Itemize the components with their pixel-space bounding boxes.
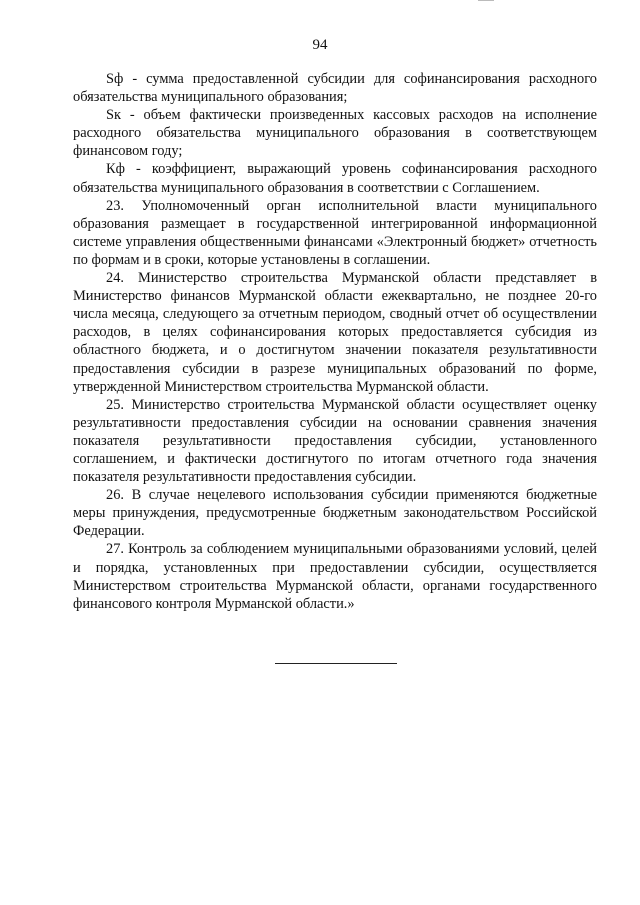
paragraph-s-f-definition: Sф - сумма предоставленной субсидии для софинансирования расходного обязательства муниципального образования; bbox=[73, 71, 597, 106]
document-body bbox=[73, 70, 597, 613]
end-separator-line bbox=[275, 663, 397, 664]
paragraph-clause-27: 27. Контроль за соблюдением муниципальными образованиями условий, целей и порядка, установленных при предоставлении субсидии, осуществляется Министерством строительства Мурманской области, органами государственного финансового контроля Мурманской области.» bbox=[73, 541, 597, 612]
scan-edge-mark bbox=[478, 0, 494, 1]
page-number: 94 bbox=[312, 37, 328, 53]
paragraph-clause-24: 24. Министерство строительства Мурманской области представляет в Министерство финансов Мурманской области ежеквартально, не позднее 20-го числа месяца, следующего за отчетным периодом, сводный отчет об осуществлении расходов, в целях софинансирования которых предоставляется субсидия из областного бюджета, и о достигнутом значении показателя результативности предоставления субсидии в разрезе муниципальных образований по форме, утвержденной Министерством строительства Мурманской области. bbox=[73, 270, 597, 395]
paragraph-k-f-definition: Кф - коэффициент, выражающий уровень софинансирования расходного обязательства муниципального образования в соответствии с Соглашением. bbox=[73, 161, 597, 196]
paragraph-s-k-definition: Sк - объем фактически произведенных кассовых расходов на исполнение расходного обязательства муниципального образования в соответствующем финансовом году; bbox=[73, 107, 597, 160]
paragraph-clause-25: 25. Министерство строительства Мурманской области осуществляет оценку результативности предоставления субсидии на основании сравнения значения показателя результативности предоставления субсидии, установленного соглашением, и фактически достигнутого по итогам отчетного года значения показателя результативности предоставления субсидии. bbox=[73, 396, 597, 486]
paragraph-clause-26: 26. В случае нецелевого использования субсидии применяются бюджетные меры принуждения, предусмотренные бюджетным законодательством Российской Федерации. bbox=[73, 487, 597, 540]
paragraph-clause-23: 23. Уполномоченный орган исполнительной власти муниципального образования размещает в государственной интегрированной информационной системе управления общественными финансами «Электронный бюджет» отчетность по формам и в сроки, которые установлены в соглашении. bbox=[73, 197, 597, 268]
